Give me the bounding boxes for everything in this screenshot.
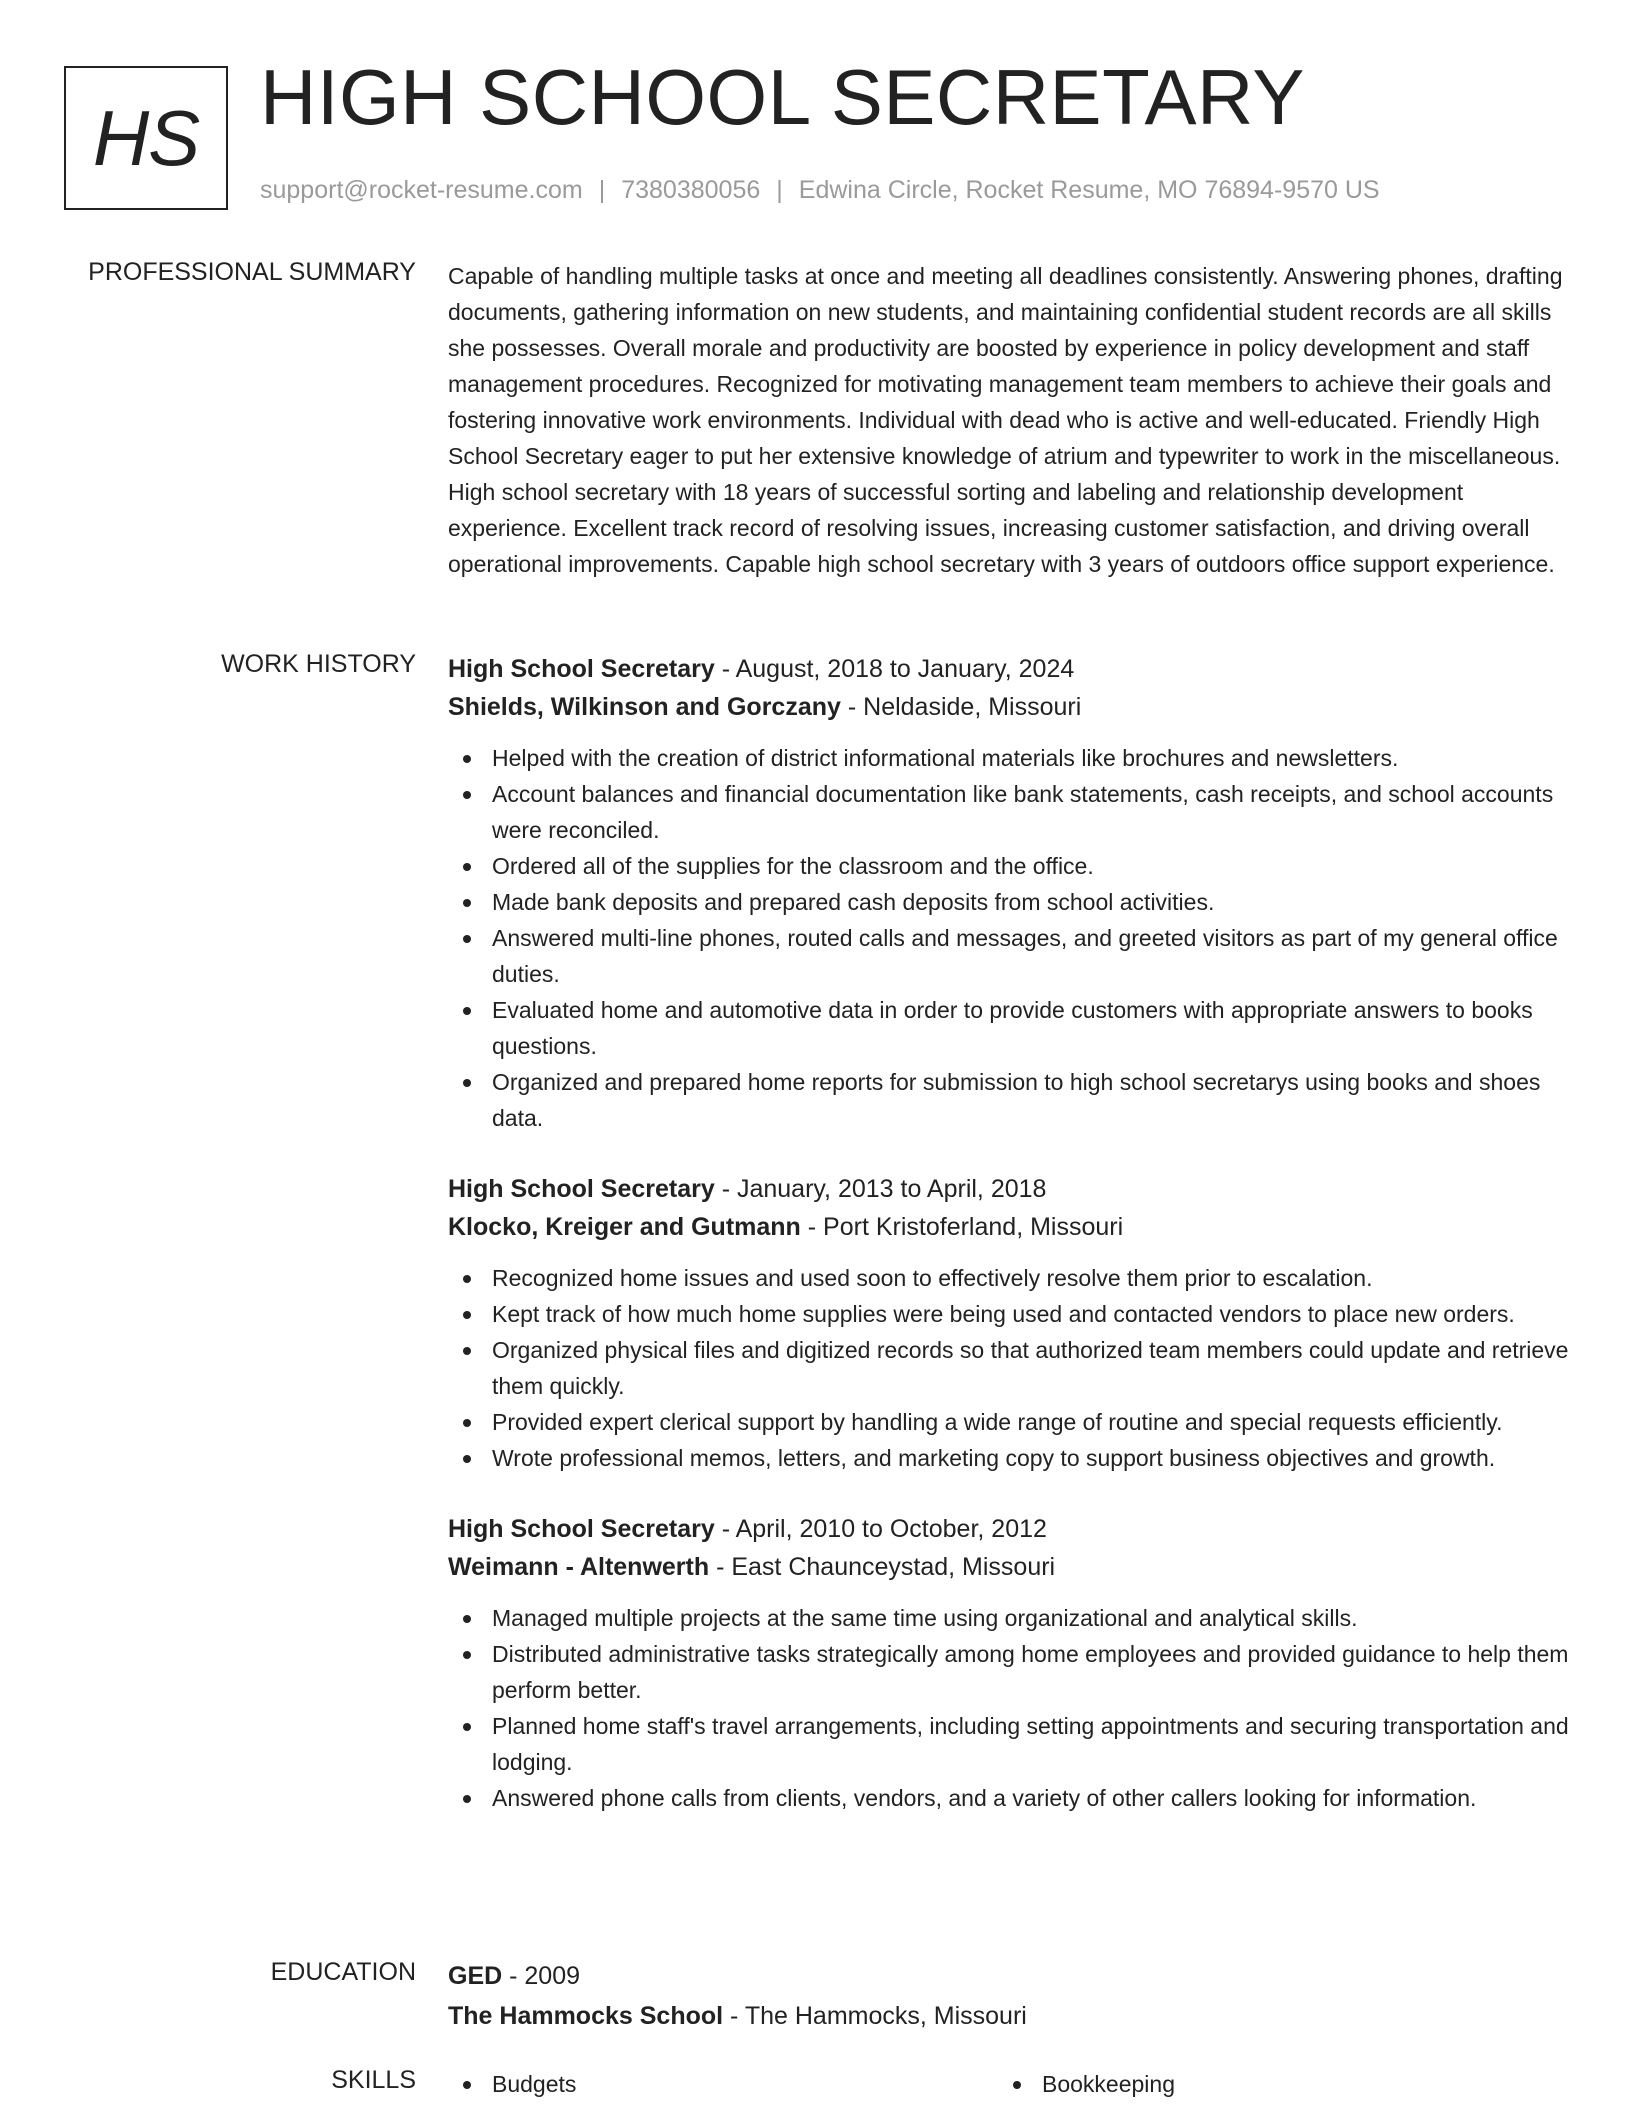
- education-degree-line: [448, 1956, 1570, 1996]
- job-title: High School Secretary: [448, 1175, 715, 1203]
- job-title: High School Secretary: [448, 655, 715, 683]
- job-duty-item: Recognized home issues and used soon to effectively resolve them prior to escalation.: [448, 1260, 1570, 1296]
- job-company: Shields, Wilkinson and Gorczany: [448, 693, 841, 721]
- work-history-heading: WORK HISTORY: [221, 650, 416, 678]
- skill-item: Bookkeeping: [998, 2066, 1548, 2102]
- job-entry: [448, 1510, 1570, 1816]
- education-school: The Hammocks School: [448, 2002, 724, 2030]
- education-heading: EDUCATION: [270, 1958, 416, 1986]
- job-location: - Port Kristoferland, Missouri: [800, 1213, 1124, 1241]
- jobs-list: [448, 650, 1570, 1850]
- job-title-line: [448, 1170, 1570, 1208]
- education-year: - 2009: [502, 1962, 581, 1990]
- job-company-line: [448, 1548, 1570, 1586]
- skills-columns: [448, 2066, 1570, 2102]
- contact-separator: |: [598, 176, 606, 204]
- job-location: - Neldaside, Missouri: [840, 693, 1082, 721]
- skills-left-column: [448, 2066, 998, 2102]
- contact-line: [260, 176, 1380, 205]
- summary-heading: PROFESSIONAL SUMMARY: [88, 258, 416, 286]
- resume-name: HIGH SCHOOL SECRETARY: [260, 53, 1305, 141]
- job-duty-item: Provided expert clerical support by handling a wide range of routine and special requests efficiently.: [448, 1404, 1570, 1440]
- job-title-line: [448, 650, 1570, 688]
- job-duty-item: Ordered all of the supplies for the classroom and the office.: [448, 848, 1570, 884]
- job-duty-item: Organized and prepared home reports for submission to high school secretarys using books and shoes data.: [448, 1064, 1570, 1136]
- job-duty-item: Planned home staff's travel arrangements, including setting appointments and securing transportation and lodging.: [448, 1708, 1570, 1780]
- job-title-line: [448, 1510, 1570, 1548]
- job-duty-item: Answered multi-line phones, routed calls and messages, and greeted visitors as part of my general office duties.: [448, 920, 1570, 992]
- contact-phone: 7380380056: [621, 176, 761, 204]
- job-duty-item: Organized physical files and digitized records so that authorized team members could update and retrieve them quickly.: [448, 1332, 1570, 1404]
- skill-item: Budgets: [448, 2066, 998, 2102]
- job-entry: [448, 1170, 1570, 1476]
- job-duty-item: Wrote professional memos, letters, and marketing copy to support business objectives and growth.: [448, 1440, 1570, 1476]
- education-school-line: [448, 1996, 1570, 2036]
- job-location: - East Chaunceystad, Missouri: [709, 1553, 1056, 1581]
- job-duties-list: [448, 740, 1570, 1136]
- job-company-line: [448, 1208, 1570, 1246]
- job-dates: - January, 2013 to April, 2018: [714, 1175, 1047, 1203]
- contact-address: Edwina Circle, Rocket Resume, MO 76894-9570 US: [798, 176, 1380, 204]
- job-company: Weimann - Altenwerth: [448, 1553, 710, 1581]
- job-duty-item: Kept track of how much home supplies were being used and contacted vendors to place new orders.: [448, 1296, 1570, 1332]
- job-duty-item: Helped with the creation of district informational materials like brochures and newsletters.: [448, 740, 1570, 776]
- contact-separator: |: [776, 176, 783, 204]
- skills-right-column: [998, 2066, 1548, 2102]
- job-duty-item: Answered phone calls from clients, vendors, and a variety of other callers looking for information.: [448, 1780, 1570, 1816]
- skills-heading: SKILLS: [331, 2066, 416, 2094]
- education-degree: GED: [448, 1962, 503, 1990]
- job-entry: [448, 650, 1570, 1136]
- monogram: [64, 66, 228, 210]
- job-duties-list: [448, 1260, 1570, 1476]
- job-dates: - April, 2010 to October, 2012: [714, 1515, 1047, 1543]
- job-duty-item: Managed multiple projects at the same time using organizational and analytical skills.: [448, 1600, 1570, 1636]
- job-dates: - August, 2018 to January, 2024: [714, 655, 1075, 683]
- summary-text: Capable of handling multiple tasks at once and meeting all deadlines consistently. Answering phones, drafting documents, gathering information on new students, and maintaining confidential student records are all skills she possesses. Overall morale and productivity are boosted by experience in policy development and staff management procedures. Recognized for motivating management team members to achieve their goals and fostering innovative work environments. Individual with dead who is active and well-educated. Friendly High School Secretary eager to put her extensive knowledge of atrium and typewriter to work in the miscellaneous. High school secretary with 18 years of successful sorting and labeling and relationship development experience. Excellent track record of resolving issues, increasing customer satisfaction, and driving overall operational improvements. Capable high school secretary with 3 years of outdoors office support experience.: [448, 263, 1563, 577]
- contact-email: support@rocket-resume.com: [260, 176, 583, 204]
- job-duty-item: Account balances and financial documentation like bank statements, cash receipts, and school accounts were reconciled.: [448, 776, 1570, 848]
- job-company-line: [448, 688, 1570, 726]
- job-duties-list: [448, 1600, 1570, 1816]
- job-duty-item: Evaluated home and automotive data in order to provide customers with appropriate answers to books questions.: [448, 992, 1570, 1064]
- job-title: High School Secretary: [448, 1515, 715, 1543]
- education-location: - The Hammocks, Missouri: [723, 2002, 1027, 2030]
- job-duty-item: Distributed administrative tasks strategically among home employees and provided guidance to help them perform better.: [448, 1636, 1570, 1708]
- job-duty-item: Made bank deposits and prepared cash deposits from school activities.: [448, 884, 1570, 920]
- job-company: Klocko, Kreiger and Gutmann: [448, 1213, 801, 1241]
- monogram-initials: HS: [92, 93, 200, 182]
